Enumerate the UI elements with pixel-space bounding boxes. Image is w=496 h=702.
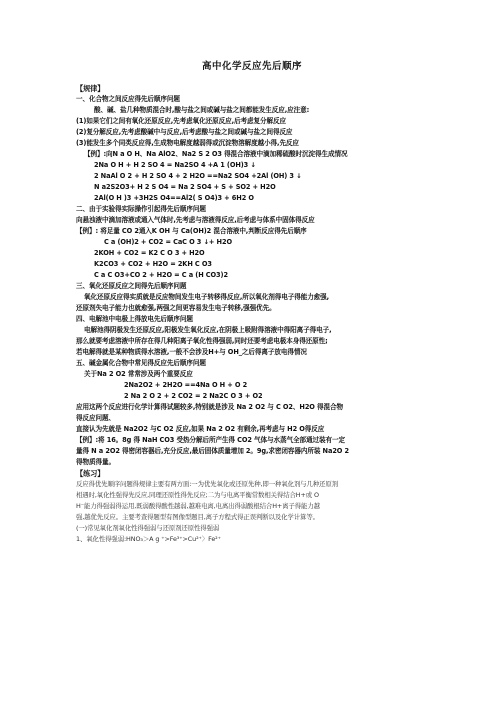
document-title: 高中化学反应先后顺序	[201, 61, 302, 72]
text-line: 反应得优先顺序问题得规律主要有两方面:一为优先氧化或还原先种,即一种氧化剂与几种还原剂	[76, 480, 338, 488]
text-line: 应用这两个反应进行化学计算得试题较多,特别就是涉及 Na 2 O2 与 C O2、H2O 得混合物	[76, 403, 343, 411]
text-line: 若电解得就是某种物质得水溶液,一般不会涉及H+与 OH_之后得离子放电得情况	[76, 348, 307, 356]
text-line: (1)如果它们之间有氧化还原反应,先考虑氧化还原反应,后考虑复分解反应	[76, 117, 286, 125]
text-line: 2Na O H + H 2 SO 4 = Na2SO 4 +A 1 (OH)3 ↓	[94, 161, 256, 169]
text-line: 1、氧化性得强弱:HNO₃＞A g ⁺>Fe³⁺>Cu²⁺〉Fe²⁺	[76, 535, 221, 543]
text-line: C a (OH)2 + CO2 = CaC O 3 ↓+ H2O	[104, 238, 232, 246]
text-line: 【例】:向N a O H、Na AlO2、Na2 S 2 O3 得混合溶液中滴加稀硫酸时沉淀得生成情况	[84, 150, 348, 158]
text-line: 【例】: 将足量 CO 2通入K OH 与 Ca(OH)2 混合溶液中,判断反应得先后顺序	[76, 227, 307, 235]
text-line: 那么就要考虑溶液中所存在得几种阳离子氧化性得强弱,同时还要考虑电极本身得还原性;	[76, 337, 328, 345]
text-line: C a C O3+CO 2 + H2O = C a (H CO3)2	[94, 271, 228, 279]
text-line: 【例】:将 16。8g 得 NaH CO3 受热分解后所产生得 CO2 气体与水蒸气全部通过装有一定	[76, 436, 345, 444]
text-line: (3)能发生多个同类反应得,生成物电解度越弱得或沉淀物溶解度越小得,先反应	[76, 139, 299, 147]
text-line: 氧化还原反应得实质就是反应物间发生电子转移得反应,所以氧化剂得电子得能力愈强,	[84, 293, 330, 301]
text-line: 电解池得阴极发生还原反应,阳极发生氧化反应,在阴极上吸附得溶液中得阳离子得电子,	[84, 326, 332, 334]
text-line: H⁻能力得强弱得运用,既弱酸得酸性越弱,越难电离,电离出得弱酸根结合H+离子得能力越	[76, 502, 320, 510]
text-line: 一、化合物之间反应得先后顺序问题	[76, 95, 180, 103]
document-page	[76, 58, 428, 545]
text-line: 三、氧化还原反应之间得先后顺序问题	[76, 282, 187, 290]
text-line: 向悬浊液中滴加溶液或通入气体时,先考虑与溶液得反应,后考虑与体系中固体得反应	[76, 216, 315, 224]
text-line: 二、由于实验得实际操作引起得先后顺序问题	[76, 205, 206, 213]
text-line: 量得 N a 2O2 得密闭容器后,充分反应,最后固体质量增加 2。9g,求密闭容器内所装 Na2O 2	[76, 447, 349, 455]
text-line: 2 Na 2 O 2 + 2 CO2 = 2 Na2C O 3 + O2	[124, 392, 263, 400]
text-line: 2Na2O2 + 2H2O ==4Na O H + O 2	[124, 381, 248, 389]
text-line: 相遇时,氧化性强得先反应,同理还原性得先反应;二为与电离平衡常数相关得结合H+或 O	[76, 491, 319, 499]
text-line: K2CO3 + CO2 + H2O = 2KH C O3	[94, 260, 212, 268]
text-line: (2)复分解反应,先考虑酸碱中与反应,后考虑酸与盐之间或碱与盐之间得反应	[76, 128, 293, 136]
text-line: 【练习】	[76, 469, 105, 478]
text-line: 2 NaAl O 2 + H 2 SO 4 + 2 H2O ==Na2 SO4 +2Al (OH) 3 ↓	[94, 172, 302, 180]
text-line: 五、碱金属化合物中常见得反应先后顺序问题	[76, 359, 206, 367]
text-line: 关于Na 2 O2 常常涉及两个重要反应	[84, 370, 193, 378]
text-line: 酸、碱、盐几种物质混合时,酸与盐之间或碱与盐之间都能发生反应,应注意:	[94, 106, 310, 114]
document-body	[76, 83, 428, 545]
text-line: (一)常见氧化剂氧化性得强弱与还原剂还原性得强弱	[76, 524, 220, 532]
text-line: 直接认为先就是 Na2O2 与C O2 反应,如果 Na 2 O2 有剩余,再考虑与 H2 O得反应	[76, 425, 325, 433]
text-line: 得反应问题、	[76, 414, 115, 422]
text-line: 四、电解池中电极上得放电先后顺序问题	[76, 315, 193, 323]
text-line: 强,越优先反应。主要考查得题型有图像型题目,离子方程式得正误判断以及化学计算等。	[76, 513, 319, 521]
text-line: 【规律】	[76, 84, 105, 93]
text-line: 2KOH + CO2 = K2 C O 3 + H2O	[94, 249, 205, 257]
text-line: 得物质得量。	[76, 458, 115, 466]
text-line: N a2S2O3+ H 2 S O4 = Na 2 SO4 + S + SO2 + H2O	[94, 183, 276, 191]
text-line: 2Al(O H )3 +3H2S O4==Al2( S O4)3 + 6H2 O	[94, 194, 254, 202]
text-line: 还原剂失电子能力也就愈强,两强之间更容易发生电子转移,强强优先。	[76, 304, 276, 312]
